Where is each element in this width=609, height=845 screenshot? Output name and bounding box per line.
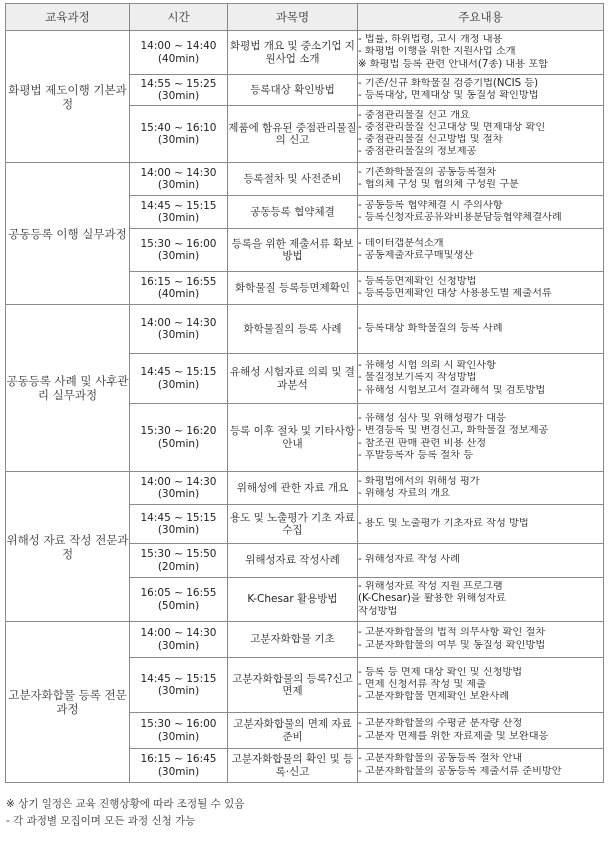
session-subject: 등록대상 확인방법 [228, 75, 358, 106]
session-subject: 등록을 위한 제출서류 확보 방법 [228, 229, 358, 272]
session-time-cell [130, 622, 228, 658]
session-time: 16:15 ~ 16:55 [140, 275, 217, 288]
content-line: - 물질정보기록지 작성방법 [358, 372, 477, 384]
session-time-cell [130, 272, 228, 305]
session-subject: 위해성에 관한 자료 개요 [228, 472, 358, 505]
session-content [358, 305, 604, 354]
note-enrollment: - 각 과정별 모집이며 모든 과정 신청 가능 [6, 815, 196, 827]
content-line: - 면제 신청서류 작성 및 제출 [358, 678, 487, 690]
content-line: - 후발등록자 등록 절차 등 [358, 449, 474, 461]
header-time: 시간 [130, 4, 228, 31]
session-subject: 화학물질의 등록 사례 [228, 305, 358, 354]
course-name: 위해성 자료 작성 전문과정 [6, 472, 130, 622]
course-name: 고분자화합물 등록 전문과정 [6, 622, 130, 783]
note-schedule-adjust: ※ 상기 일정은 교육 진행상황에 따라 조정될 수 있음 [6, 798, 245, 810]
content-line: ※ 화평법 등록 관련 안내서(7종) 내용 포함 [358, 58, 549, 70]
session-duration: (40min) [157, 52, 200, 65]
content-line: - 위해성자료 작성 사례 [358, 554, 460, 566]
session-time-cell [130, 404, 228, 472]
session-subject: K-Chesar 활용방법 [228, 578, 358, 622]
table-row [6, 31, 604, 75]
session-content [358, 196, 604, 229]
session-content [358, 404, 604, 472]
session-content [358, 354, 604, 404]
session-time-cell [130, 305, 228, 354]
footnotes [6, 796, 244, 830]
session-time: 14:00 ~ 14:30 [140, 627, 217, 639]
course-name: 화평법 제도이행 기본과정 [6, 31, 130, 163]
course-name: 공동등록 사례 및 사후관리 실무과정 [6, 305, 130, 472]
session-time: 15:30 ~ 16:20 [140, 425, 217, 437]
session-time-cell [130, 505, 228, 544]
session-content [358, 163, 604, 196]
content-line: - 기존화학물질의 공동등록절차 [358, 166, 497, 178]
session-time: 14:00 ~ 14:30 [140, 316, 217, 329]
table-row [6, 305, 604, 354]
session-content [358, 578, 604, 622]
session-time: 14:00 ~ 14:40 [140, 40, 217, 52]
content-line: - 등록등면제확인 대상 사용용도별 제출서류 [358, 288, 552, 299]
session-content [358, 106, 604, 163]
session-content [358, 658, 604, 713]
content-line: - 중점관리물질 신고대상 및 면제대상 확인 [358, 121, 546, 133]
session-content [358, 505, 604, 544]
session-time: 15:30 ~ 16:00 [140, 237, 217, 250]
content-line: - 기존/신규 화학물질 검증기법(NCIS 등) [358, 77, 539, 89]
session-duration: (50min) [157, 437, 200, 450]
session-subject: 화학물질 등록등면제확인 [228, 272, 358, 305]
content-line: - 데이터갭분석소개 [358, 237, 444, 249]
session-time-cell [130, 713, 228, 749]
session-content [358, 31, 604, 75]
schedule-table [5, 3, 604, 783]
session-content [358, 622, 604, 658]
session-duration: (20min) [157, 560, 200, 573]
header-course: 교육과정 [6, 4, 130, 31]
session-time-cell [130, 578, 228, 622]
session-content [358, 544, 604, 578]
session-time-cell [130, 354, 228, 404]
session-time: 15:40 ~ 16:10 [140, 121, 217, 134]
header-row [6, 4, 604, 31]
session-time: 16:15 ~ 16:45 [140, 753, 217, 765]
session-time: 14:55 ~ 15:25 [140, 77, 217, 90]
session-duration: (30min) [157, 329, 200, 341]
session-content [358, 472, 604, 505]
content-line: - 고분자화합물의 법적 의무사항 확인 절차 [358, 627, 546, 639]
session-subject: 고분자화합물의 확인 및 등록·신고 [228, 749, 358, 783]
session-duration: (30min) [157, 765, 200, 778]
content-line: - 공동등록 협약체결 시 주의사항 [358, 199, 503, 211]
content-line: - 화평법에서의 위해성 평가 [358, 475, 480, 487]
session-time-cell [130, 229, 228, 272]
content-line: - 고분자화합물의 공동등록 제출서류 준비방안 [358, 765, 562, 777]
content-line: - 중점관리물질 신고 개요 [358, 109, 470, 121]
session-duration: (30min) [157, 250, 200, 262]
content-line: - 변경등록 및 변경신고, 화학물질 정보제공 [358, 425, 549, 437]
session-subject: 고분자화합물 기초 [228, 622, 358, 658]
content-line: - 고분자화합물 면제확인 보완사례 [358, 691, 510, 703]
content-line: - 법률, 하위법령, 고시 개정 내용 [358, 34, 503, 46]
session-subject: 고분자화합물의 등록?신고면제 [228, 658, 358, 713]
session-time-cell [130, 75, 228, 106]
session-duration: (30min) [157, 730, 200, 743]
session-content [358, 272, 604, 305]
session-duration: (30min) [157, 639, 200, 652]
content-line: - 등록신청자료공유와비용분담등협약체결사례 [358, 212, 562, 223]
session-subject: 화평법 개요 및 중소기업 지원사업 소개 [228, 31, 358, 75]
session-duration: (30min) [157, 179, 200, 191]
content-line: - 등록등면제확인 신청방법 [358, 275, 477, 287]
session-duration: (40min) [157, 288, 200, 300]
session-duration: (30min) [157, 90, 200, 102]
session-subject: 고분자화합물의 면제 자료 준비 [228, 713, 358, 749]
session-time: 14:45 ~ 15:15 [140, 366, 217, 378]
session-subject: 제품에 함유된 중점관리물질의 신고 [228, 106, 358, 163]
session-subject: 위해성자료 작성사례 [228, 544, 358, 578]
session-time-cell [130, 472, 228, 505]
session-time: 14:45 ~ 15:15 [140, 199, 217, 212]
content-line: - 화평법 이행을 위한 지원사업 소개 [358, 46, 516, 58]
content-line: - 협의체 구성 및 협의체 구성원 구분 [358, 179, 519, 190]
session-time: 15:30 ~ 15:50 [140, 548, 217, 560]
header-subject: 과목명 [228, 4, 358, 31]
session-time-cell [130, 31, 228, 75]
table-row [6, 472, 604, 505]
content-line: - 공동제출자료구매및생산 [358, 250, 474, 261]
course-name: 공동등록 이행 실무과정 [6, 163, 130, 305]
session-subject: 유해성 시험자료 의뢰 및 결과분석 [228, 354, 358, 404]
session-time-cell [130, 196, 228, 229]
content-line: (K-Chesar)을 활용한 위해성자료 [358, 593, 506, 605]
session-duration: (30min) [157, 524, 200, 536]
session-duration: (30min) [157, 212, 200, 224]
session-duration: (30min) [157, 378, 200, 391]
content-line: - 유해성 시험 의뢰 시 확인사항 [358, 360, 496, 372]
content-line: - 고분자 면제를 위한 자료제출 및 보완대응 [358, 730, 549, 742]
session-duration: (30min) [157, 134, 200, 146]
session-duration: (50min) [157, 599, 200, 612]
session-time-cell [130, 544, 228, 578]
session-subject: 등록절차 및 사전준비 [228, 163, 358, 196]
table-row [6, 622, 604, 658]
session-time-cell [130, 163, 228, 196]
content-line: - 참조권 판매 관련 비용 산정 [358, 437, 487, 449]
content-line: - 고분자화합물의 수평균 분자량 산정 [358, 718, 523, 730]
content-line: - 유해성 심사 및 위해성평가 대응 [358, 413, 506, 425]
session-content [358, 749, 604, 783]
session-time: 14:45 ~ 15:15 [140, 672, 217, 685]
session-time: 14:00 ~ 14:30 [140, 166, 217, 179]
session-time-cell [130, 106, 228, 163]
session-content [358, 229, 604, 272]
table-row [6, 163, 604, 196]
content-line: - 용도 및 노출평가 기초자료 작성 방법 [358, 517, 529, 529]
content-line: - 중점관리물질의 정보제공 [358, 146, 477, 158]
content-line: - 위해성 자료의 개요 [358, 488, 451, 499]
session-time: 16:05 ~ 16:55 [140, 587, 217, 599]
content-line: - 등록대상, 면제대상 및 동질성 확인방법 [358, 90, 539, 101]
content-line: - 등록대상 화학물질의 등록 사례 [358, 322, 503, 334]
session-subject: 용도 및 노출평가 기초 자료 수집 [228, 505, 358, 544]
session-subject: 등록 이후 절차 및 기타사항 안내 [228, 404, 358, 472]
content-line: - 유해성 시험보고서 결과해석 및 검토방법 [358, 384, 546, 396]
content-line: - 등록 등 면제 대상 확인 및 신청방법 [358, 666, 523, 678]
session-time: 14:45 ~ 15:15 [140, 511, 217, 524]
session-time: 15:30 ~ 16:00 [140, 718, 217, 730]
content-line: - 고분자화합물의 여부 및 동질성 확인방법 [358, 639, 546, 651]
session-subject: 공동등록 협약체결 [228, 196, 358, 229]
session-time-cell [130, 749, 228, 783]
session-content [358, 713, 604, 749]
content-line: 작성방법 [358, 605, 398, 617]
session-content [358, 75, 604, 106]
header-content: 주요내용 [358, 4, 604, 31]
session-time-cell [130, 658, 228, 713]
session-duration: (30min) [157, 488, 200, 500]
content-line: - 위해성자료 작성 지원 프로그램 [358, 581, 503, 593]
session-duration: (30min) [157, 685, 200, 697]
session-time: 14:00 ~ 14:30 [140, 475, 217, 488]
content-line: - 중점관리물질 신고방법 및 절차 [358, 134, 503, 145]
content-line: - 고분자화합물의 공동등록 절차 안내 [358, 753, 523, 765]
